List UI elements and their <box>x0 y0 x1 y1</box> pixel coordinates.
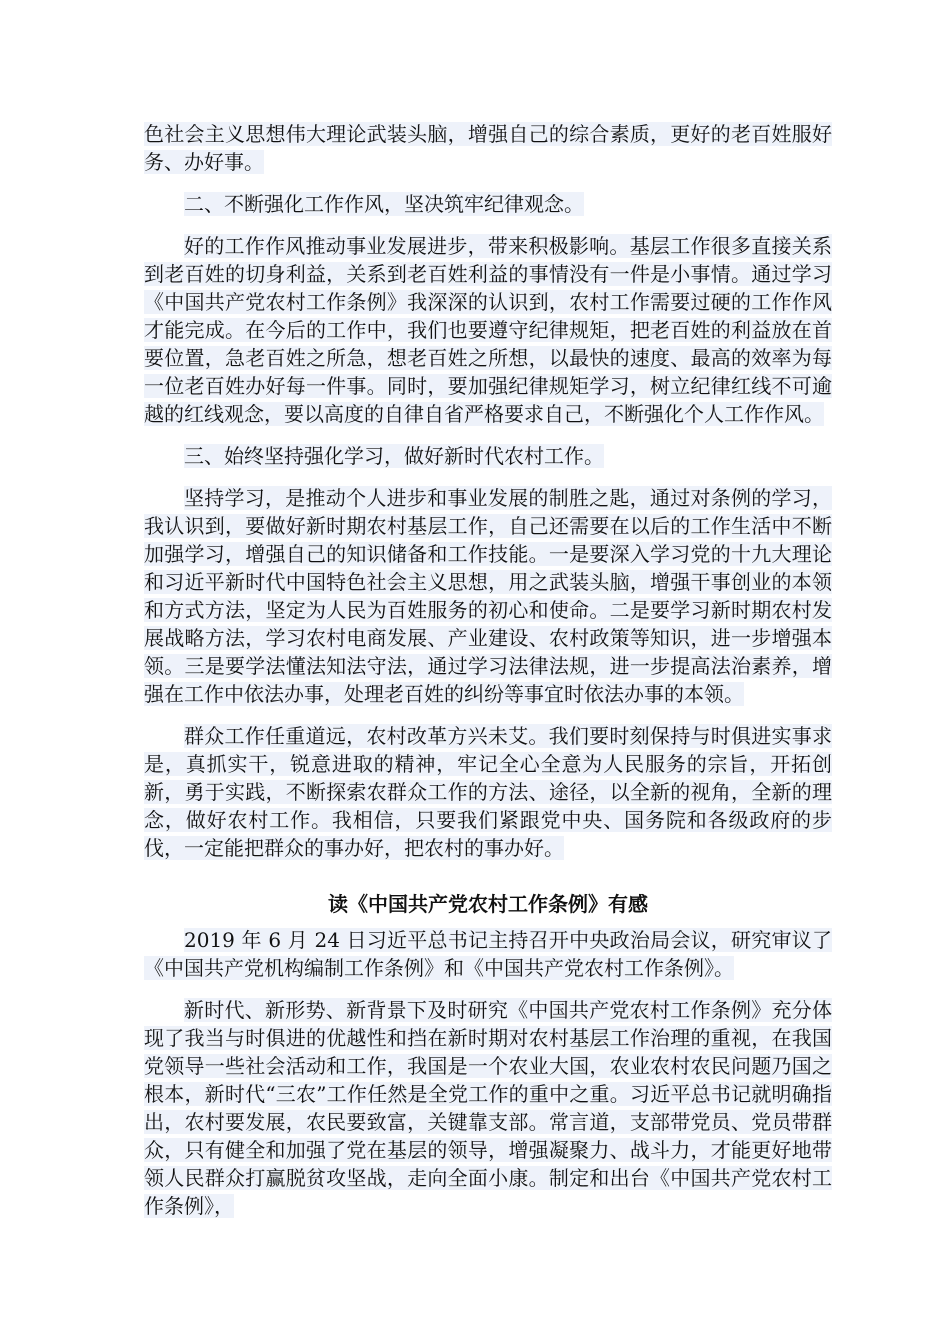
section-heading-3 <box>144 442 832 470</box>
document-body <box>144 120 832 1234</box>
paragraph-text: 色社会主义思想伟大理论武装头脑，增强自己的综合素质，更好的老百姓服好务、办好事。 <box>144 122 832 174</box>
paragraph-meeting <box>144 926 832 982</box>
article-title: 读《中国共产党农村工作条例》有感 <box>328 892 648 916</box>
paragraph-work-style <box>144 232 832 428</box>
section-heading-2 <box>144 190 832 218</box>
paragraph-new-era <box>144 996 832 1220</box>
paragraph-text: 2019 年 6 月 24 日习近平总书记主持召开中央政治局会议，研究审议了《中国共产党机构编制工作条例》和《中国共产党农村工作条例》。 <box>144 928 832 980</box>
paragraph-study <box>144 484 832 708</box>
paragraph-text: 群众工作任重道远，农村改革方兴未艾。我们要时刻保持与时俱进实事求是，真抓实干，锐意进取的精神，牢记全心全意为人民服务的宗旨，开拓创新，勇于实践，不断探索农群众工作的方法、途径，以全新的视角，全新的理念，做好农村工作。我相信，只要我们紧跟党中央、国务院和各级政府的步伐，一定能把群众的事办好，把农村的事办好。 <box>144 724 832 860</box>
paragraph-conclusion <box>144 722 832 862</box>
paragraph-text: 新时代、新形势、新背景下及时研究《中国共产党农村工作条例》充分体现了我当与时俱进的优越性和挡在新时期对农村基层工作治理的重视，在我国党领导一些社会活动和工作，我国是一个农业大国，农业农村农民问题乃国之根本，新时代“三农”工作任然是全党工作的重中之重。习近平总书记就明确指出，农村要发展，农民要致富，关键靠支部。常言道，支部带党员、党员带群众，只有健全和加强了党在基层的领导，增强凝聚力、战斗力，才能更好地带领人民群众打赢脱贫攻坚战，走向全面小康。制定和出台《中国共产党农村工作条例》， <box>144 998 832 1218</box>
paragraph-text: 二、不断强化工作作风，坚决筑牢纪律观念。 <box>184 192 584 216</box>
paragraph-continuation <box>144 120 832 176</box>
paragraph-text: 三、始终坚持强化学习，做好新时代农村工作。 <box>184 444 604 468</box>
paragraph-text: 好的工作作风推动事业发展进步，带来积极影响。基层工作很多直接关系到老百姓的切身利益，关系到老百姓利益的事情没有一件是小事情。通过学习《中国共产党农村工作条例》我深深的认识到，农村工作需要过硬的工作作风才能完成。在今后的工作中，我们也要遵守纪律规矩，把老百姓的利益放在首要位置，急老百姓之所急，想老百姓之所想，以最快的速度、最高的效率为每一位老百姓办好每一件事。同时，要加强纪律规矩学习，树立纪律红线不可逾越的红线观念，要以高度的自律自省严格要求自己，不断强化个人工作作风。 <box>144 234 832 426</box>
paragraph-text: 坚持学习，是推动个人进步和事业发展的制胜之匙，通过对条例的学习，我认识到，要做好新时期农村基层工作，自己还需要在以后的工作生活中不断加强学习，增强自己的知识储备和工作技能。一是要深入学习党的十九大理论和习近平新时代中国特色社会主义思想，用之武装头脑，增强干事创业的本领和方式方法，坚定为人民为百姓服务的初心和使命。二是要学习新时期农村发展战略方法，学习农村电商发展、产业建设、农村政策等知识，进一步增强本领。三是要学法懂法知法守法，通过学习法律法规，进一步提高法治素养，增强在工作中依法办事，处理老百姓的纠纷等事宜时依法办事的本领。 <box>144 486 832 706</box>
